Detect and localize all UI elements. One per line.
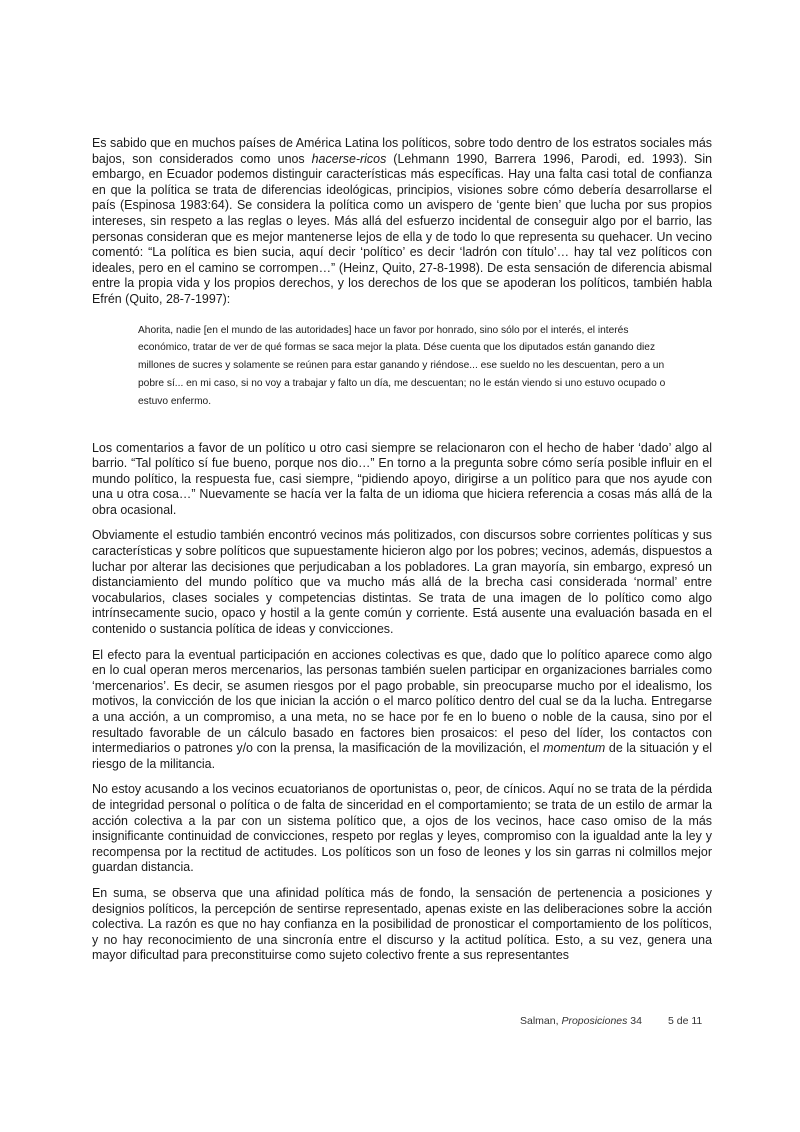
paragraph-4-emphasis: momentum (543, 741, 606, 756)
paragraph-1-text-b: (Lehmann 1990, Barrera 1996, Parodi, ed. 1993). Sin embargo, en Ecuador podemos distinguir características más específicas. Hay una falta casi total de confianza en que la política se trata de diferencias ideológicas, principios, visiones sobre cómo debería desarrollarse el país (Espinosa 1983:64). Se considera la política como un avispero de ‘gente bien’ que lucha por sus propios intereses, sin respeto a las reglas o leyes. Más allá del esfuerzo incidental de conseguir algo por el barrio, las personas consideran que es mejor mantenerse lejos de ella y de todo lo que representa su quehacer. Un vecino comentó: “La política es bien sucia, aquí decir ‘político’ es decir ‘ladrón con título’… hay tal vez políticos con ideales, pero en el camino se corrompen…” (Heinz, Quito, 27-8-1998). De esta sensación de diferencia abismal entre la propia vida y los propios derechos, y los derechos de los que se apoderan los políticos, también habla Efrén (Quito, 28-7-1997): (92, 151, 713, 306)
block-quote (92, 322, 676, 411)
paragraph-1 (92, 136, 712, 308)
page-number: 5 de 11 (668, 1015, 703, 1027)
paragraph-1-emphasis: hacerse-ricos (311, 151, 387, 166)
block-quote-text: Ahorita, nadie [en el mundo de las autoridades] hace un favor por honrado, sino sólo por el interés, el interés económico, tratar de ver de qué formas se saca mejor la plata. Dése cuenta que los diputados están ganando diez millones de sucres y solamente se reúnen para estar ganando y riéndose... ese sueldo no les descuentan, pero a un pobre sí... en mi caso, si no voy a trabajar y falto un día, me descuentan; no le están viendo si uno estuvo ocupado o estuvo enfermo. (138, 324, 666, 407)
page-footer (520, 1015, 702, 1027)
paragraph-4-text-b: de la situación y el riesgo de la militancia. (92, 741, 713, 771)
footer-issue: 34 (627, 1015, 642, 1027)
footer-journal: Proposiciones (561, 1015, 628, 1027)
paragraph-6: En suma, se observa que una afinidad política más de fondo, la sensación de pertenencia a posiciones y designios políticos, la percepción de sentirse representado, apenas existe en las deliberaciones sobre la acción colectiva. La razón es que no hay confianza en la posibilidad de pronosticar el comportamiento de los políticos, y no hay reconocimiento de una sincronía entre el discurso y la actitud política. Esto, a su vez, genera una mayor dificultad para preconstituirse como sujeto colectivo frente a sus representantes (92, 885, 712, 963)
footer-author: Salman, (520, 1015, 562, 1027)
paragraph-4-text-a: El efecto para la eventual participación en acciones colectivas es que, dado que lo político aparece como algo en lo cual operan meros mercenarios, las personas también suelen participar en organizaciones barriales como ‘mercenarios’. Es decir, se asumen riesgos por el pago probable, sin preocuparse mucho por el idealismo, los motivos, la convicción de los que inician la acción o el marco político dentro del cual se da la lucha. Entregarse a una acción, a un compromiso, a una meta, no se hace por fe en lo bueno o noble de la causa, sino por el resultado favorable de un cálculo basado en factores bien prosaicos: el peso del líder, los contactos con intermediarios o patrones y/o con la prensa, la masificación de la movilización, el (92, 647, 712, 756)
paragraph-5: No estoy acusando a los vecinos ecuatorianos de oportunistas o, peor, de cínicos. Aquí no se trata de la pérdida de integridad personal o política o de falta de sinceridad en el comportamiento; se trata de un estilo de armar la acción colectiva a la par con un sistema político que, a ojos de los vecinos, hace caso omiso de la más insignificante continuidad de convicciones, respeto por reglas y leyes, compromiso con la igualdad ante la ley y recompensa por la rectitud de actitudes. Los políticos son un foso de leones y los sin garras ni colmillos mejor guardan distancia. (92, 782, 712, 875)
paragraph-3: Obviamente el estudio también encontró vecinos más politizados, con discursos sobre corrientes políticas y sus características y sobre políticos que supuestamente hicieron algo por los pobres; vecinos, además, dispuestos a luchar por alterar las decisiones que perjudicaban a los pobladores. La gran mayoría, sin embargo, expresó un distanciamiento del mundo político que va mucho más allá de la brecha casi considerada ‘normal’ entre vocabularios, clases sociales y competencias distintas. Se trata de una imagen de lo político como algo intrínsecamente sucio, opaco y hostil a la gente común y corriente. Está ausente una evaluación basada en el contenido o sustancia política de ideas y convicciones. (92, 528, 712, 637)
paragraph-2: Los comentarios a favor de un político u otro casi siempre se relacionaron con el hecho de haber ‘dado’ algo al barrio. “Tal político sí fue bueno, porque nos dio…” En torno a la pregunta sobre cómo sería posible influir en el mundo político, la respuesta fue, casi siempre, “pidiendo apoyo, dirigirse a un político para que nos ayude con una u otra cosa…” Nuevamente se hacía ver la falta de un idioma que hiciera referencia a cosas más allá de la obra ocasional. (92, 440, 712, 517)
document-body (92, 136, 712, 974)
paragraph-4 (92, 648, 712, 773)
paragraph-1-text-a: Es sabido que en muchos países de América Latina los políticos, sobre todo dentro de los estratos sociales más bajos, son considerados como unos (92, 136, 712, 166)
